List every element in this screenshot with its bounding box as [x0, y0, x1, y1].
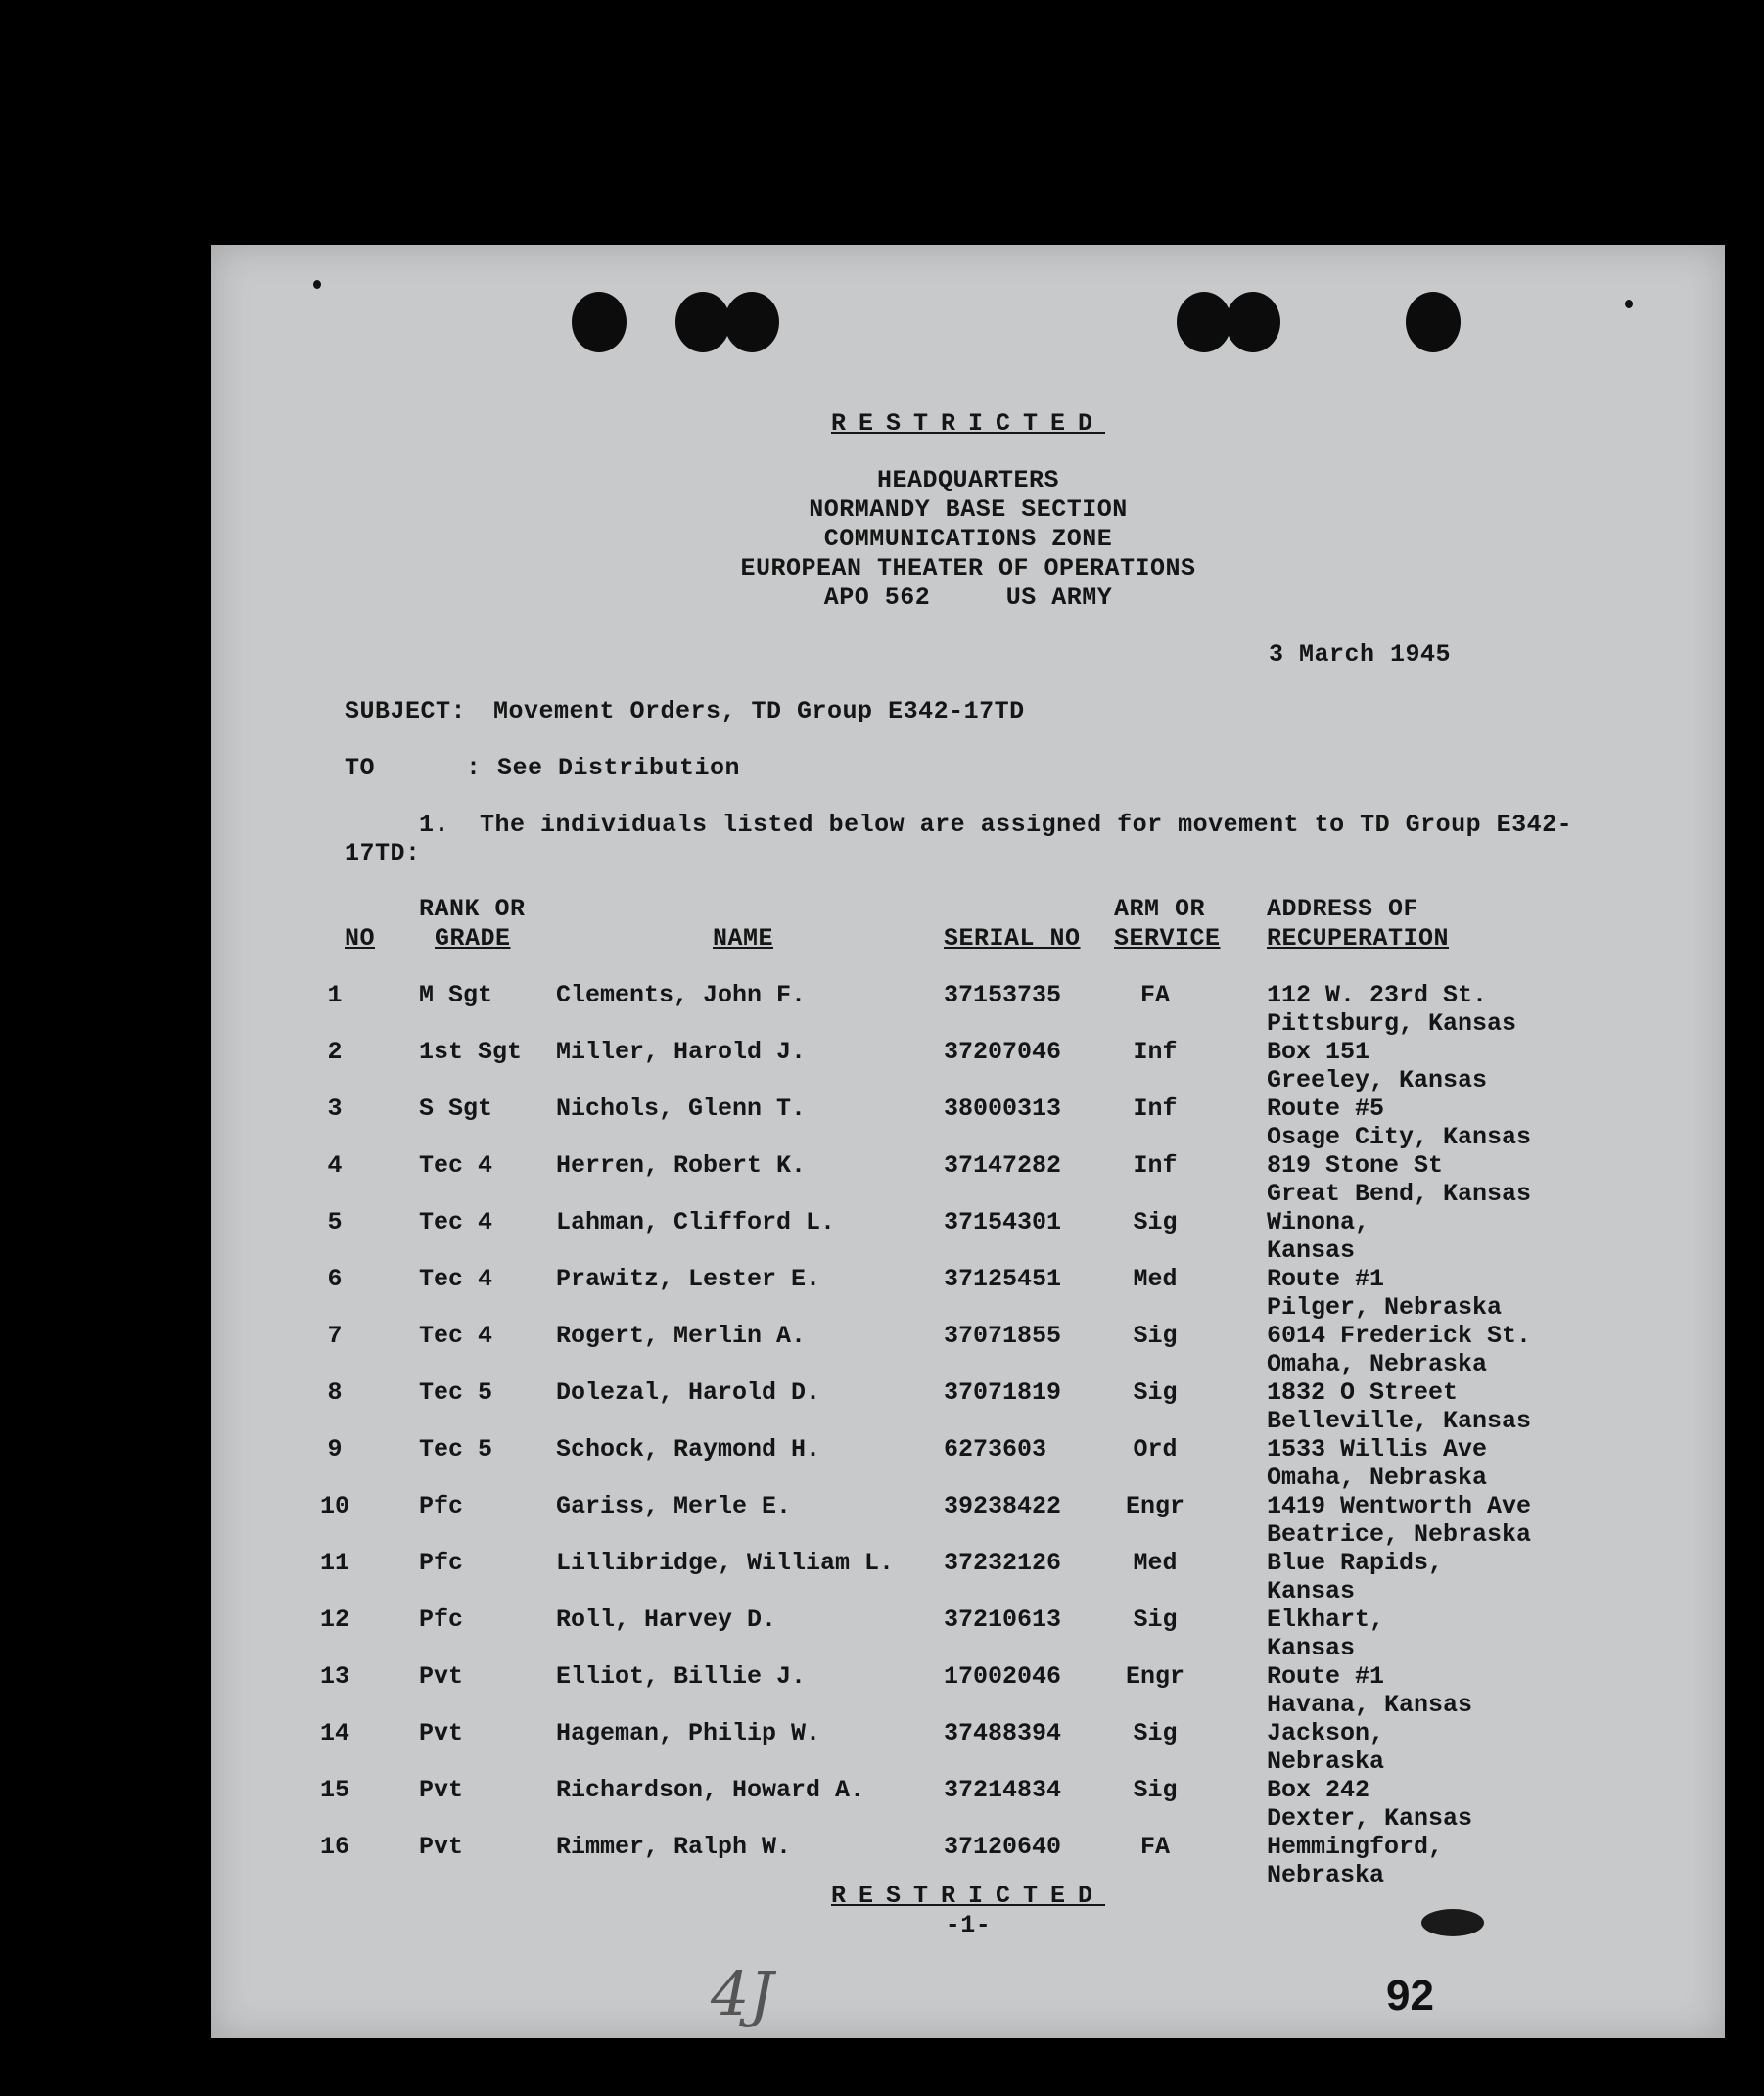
- row-rank: Pfc: [419, 1549, 464, 1577]
- row-rank: Pvt: [419, 1776, 464, 1804]
- row-rank: Pvt: [419, 1662, 464, 1691]
- row-serial: 37125451: [944, 1265, 1062, 1293]
- row-no: 10: [319, 1492, 349, 1520]
- row-serial: 37214834: [944, 1776, 1062, 1804]
- row-addr-line2: Pilger, Nebraska: [1267, 1293, 1503, 1322]
- row-addr-line1: 1419 Wentworth Ave: [1267, 1492, 1532, 1520]
- table-row: [211, 1662, 1725, 1719]
- row-addr-line1: 112 W. 23rd St.: [1267, 981, 1488, 1009]
- row-name: Nichols, Glenn T.: [556, 1095, 807, 1123]
- header-line-1: HEADQUARTERS: [876, 466, 1060, 494]
- row-addr-line2: Omaha, Nebraska: [1267, 1464, 1488, 1492]
- punch-hole-right-1: [1177, 292, 1231, 352]
- table-row: [211, 1378, 1725, 1435]
- row-serial: 37210613: [944, 1606, 1062, 1634]
- row-name: Roll, Harvey D.: [556, 1606, 777, 1634]
- col-rank-line1: RANK OR: [419, 895, 526, 923]
- classification-top: RESTRICTED: [830, 409, 1106, 438]
- row-arm: Engr: [1125, 1492, 1184, 1520]
- row-addr-line2: Omaha, Nebraska: [1267, 1350, 1488, 1378]
- row-arm: Sig: [1133, 1378, 1178, 1407]
- header-line-5: APO 562 US ARMY: [823, 583, 1113, 612]
- row-arm: Sig: [1133, 1719, 1178, 1747]
- row-rank: Tec 4: [419, 1208, 493, 1236]
- to-label: TO :: [345, 754, 482, 782]
- speck: [313, 280, 321, 289]
- row-addr-line1: Route #1: [1267, 1265, 1385, 1293]
- row-addr-line1: Box 242: [1267, 1776, 1370, 1804]
- row-arm: Ord: [1133, 1435, 1178, 1464]
- row-no: 9: [327, 1435, 343, 1464]
- row-no: 8: [327, 1378, 343, 1407]
- classification-bottom: RESTRICTED: [830, 1882, 1106, 1910]
- row-arm: Med: [1133, 1549, 1178, 1577]
- row-rank: Pvt: [419, 1833, 464, 1861]
- col-rank-line2: GRADE: [435, 924, 511, 953]
- to-text: See Distribution: [497, 754, 741, 782]
- row-name: Prawitz, Lester E.: [556, 1265, 821, 1293]
- row-addr-line2: Kansas: [1267, 1236, 1356, 1265]
- header-line-4: EUROPEAN THEATER OF OPERATIONS: [740, 554, 1196, 582]
- row-rank: Tec 4: [419, 1151, 493, 1180]
- row-addr-line2: Dexter, Kansas: [1267, 1804, 1473, 1833]
- table-row: [211, 981, 1725, 1038]
- row-name: Rogert, Merlin A.: [556, 1322, 807, 1350]
- row-addr-line1: 819 Stone St: [1267, 1151, 1444, 1180]
- row-name: Elliot, Billie J.: [556, 1662, 807, 1691]
- row-no: 15: [319, 1776, 349, 1804]
- row-arm: Sig: [1133, 1208, 1178, 1236]
- row-arm: Engr: [1125, 1662, 1184, 1691]
- row-arm: Sig: [1133, 1776, 1178, 1804]
- subject-text: Movement Orders, TD Group E342-17TD: [493, 697, 1025, 725]
- table-row: [211, 1492, 1725, 1549]
- row-addr-line1: Elkhart,: [1267, 1606, 1385, 1634]
- document-page: [211, 245, 1725, 2038]
- row-no: 11: [319, 1549, 349, 1577]
- row-arm: Sig: [1133, 1322, 1178, 1350]
- table-row: [211, 1435, 1725, 1492]
- row-arm: Inf: [1133, 1095, 1178, 1123]
- table-row: [211, 1095, 1725, 1151]
- row-arm: Sig: [1133, 1606, 1178, 1634]
- row-serial: 37120640: [944, 1833, 1062, 1861]
- punch-hole-left-3: [724, 292, 779, 352]
- row-addr-line2: Beatrice, Nebraska: [1267, 1520, 1532, 1549]
- col-arm-line1: ARM OR: [1114, 895, 1206, 923]
- col-addr-line1: ADDRESS OF: [1267, 895, 1419, 923]
- row-rank: Pvt: [419, 1719, 464, 1747]
- row-no: 16: [319, 1833, 349, 1861]
- row-arm: FA: [1139, 1833, 1170, 1861]
- row-name: Rimmer, Ralph W.: [556, 1833, 792, 1861]
- row-no: 7: [327, 1322, 343, 1350]
- row-serial: 17002046: [944, 1662, 1062, 1691]
- row-addr-line1: Winona,: [1267, 1208, 1370, 1236]
- table-row: [211, 1322, 1725, 1378]
- row-no: 14: [319, 1719, 349, 1747]
- row-rank: Tec 4: [419, 1265, 493, 1293]
- row-name: Schock, Raymond H.: [556, 1435, 821, 1464]
- paragraph-line-2: 17TD:: [345, 839, 421, 867]
- row-no: 5: [327, 1208, 343, 1236]
- row-name: Lahman, Clifford L.: [556, 1208, 836, 1236]
- punch-hole-left-2: [675, 292, 730, 352]
- row-serial: 37154301: [944, 1208, 1062, 1236]
- row-addr-line2: Greeley, Kansas: [1267, 1066, 1488, 1095]
- row-rank: S Sgt: [419, 1095, 493, 1123]
- row-serial: 37071855: [944, 1322, 1062, 1350]
- row-serial: 37147282: [944, 1151, 1062, 1180]
- table-row: [211, 1208, 1725, 1265]
- handwritten-mark: 4J: [711, 1958, 774, 2029]
- punch-hole-left-1: [572, 292, 627, 352]
- row-name: Richardson, Howard A.: [556, 1776, 865, 1804]
- document-date: 3 March 1945: [1269, 640, 1452, 669]
- table-row: [211, 1549, 1725, 1606]
- row-no: 1: [327, 981, 343, 1009]
- speck: [1625, 300, 1633, 308]
- row-serial: 37488394: [944, 1719, 1062, 1747]
- stamped-number: 92: [1386, 1972, 1434, 2020]
- row-name: Dolezal, Harold D.: [556, 1378, 821, 1407]
- row-name: Miller, Harold J.: [556, 1038, 807, 1066]
- row-no: 2: [327, 1038, 343, 1066]
- punch-hole-right-2: [1226, 292, 1280, 352]
- row-serial: 38000313: [944, 1095, 1062, 1123]
- header-line-3: COMMUNICATIONS ZONE: [823, 525, 1113, 553]
- row-rank: 1st Sgt: [419, 1038, 523, 1066]
- col-arm-line2: SERVICE: [1114, 924, 1221, 953]
- row-name: Lillibridge, William L.: [556, 1549, 895, 1577]
- row-addr-line1: 6014 Frederick St.: [1267, 1322, 1532, 1350]
- row-name: Clements, John F.: [556, 981, 807, 1009]
- row-addr-line1: Blue Rapids,: [1267, 1549, 1444, 1577]
- row-addr-line2: Havana, Kansas: [1267, 1691, 1473, 1719]
- row-serial: 37207046: [944, 1038, 1062, 1066]
- row-rank: Tec 4: [419, 1322, 493, 1350]
- row-addr-line2: Belleville, Kansas: [1267, 1407, 1532, 1435]
- row-addr-line1: Hemmingford,: [1267, 1833, 1444, 1861]
- table-row: [211, 1151, 1725, 1208]
- row-addr-line2: Kansas: [1267, 1634, 1356, 1662]
- row-addr-line1: 1832 O Street: [1267, 1378, 1459, 1407]
- table-row: [211, 1719, 1725, 1776]
- row-serial: 37153735: [944, 981, 1062, 1009]
- row-no: 6: [327, 1265, 343, 1293]
- row-addr-line1: Route #5: [1267, 1095, 1385, 1123]
- row-serial: 39238422: [944, 1492, 1062, 1520]
- row-addr-line2: Pittsburg, Kansas: [1267, 1009, 1517, 1038]
- row-addr-line1: Route #1: [1267, 1662, 1385, 1691]
- row-serial: 6273603: [944, 1435, 1047, 1464]
- page-number: -1-: [945, 1911, 992, 1939]
- row-no: 13: [319, 1662, 349, 1691]
- row-addr-line2: Osage City, Kansas: [1267, 1123, 1532, 1151]
- table-row: [211, 1038, 1725, 1095]
- row-arm: FA: [1139, 981, 1170, 1009]
- col-addr-line2: RECUPERATION: [1267, 924, 1450, 953]
- row-addr-line1: 1533 Willis Ave: [1267, 1435, 1488, 1464]
- row-addr-line2: Great Bend, Kansas: [1267, 1180, 1532, 1208]
- row-name: Gariss, Merle E.: [556, 1492, 792, 1520]
- row-rank: Pfc: [419, 1492, 464, 1520]
- row-arm: Inf: [1133, 1151, 1178, 1180]
- row-rank: Pfc: [419, 1606, 464, 1634]
- table-row: [211, 1606, 1725, 1662]
- row-rank: M Sgt: [419, 981, 493, 1009]
- row-rank: Tec 5: [419, 1378, 493, 1407]
- row-serial: 37071819: [944, 1378, 1062, 1407]
- row-arm: Inf: [1133, 1038, 1178, 1066]
- header-line-2: NORMANDY BASE SECTION: [809, 495, 1128, 524]
- row-addr-line1: Box 151: [1267, 1038, 1370, 1066]
- row-addr-line2: Kansas: [1267, 1577, 1356, 1606]
- punch-hole-right-3: [1406, 292, 1461, 352]
- row-name: Hageman, Philip W.: [556, 1719, 821, 1747]
- row-addr-line2: Nebraska: [1267, 1861, 1385, 1889]
- subject-label: SUBJECT:: [345, 697, 467, 725]
- row-addr-line2: Nebraska: [1267, 1747, 1385, 1776]
- table-row: [211, 1265, 1725, 1322]
- paragraph-line-1: 1. The individuals listed below are assigned for movement to TD Group E342-: [419, 811, 1573, 839]
- col-serial: SERIAL NO: [944, 924, 1081, 953]
- row-no: 3: [327, 1095, 343, 1123]
- table-row: [211, 1776, 1725, 1833]
- col-no: NO: [345, 924, 376, 953]
- row-name: Herren, Robert K.: [556, 1151, 807, 1180]
- row-rank: Tec 5: [419, 1435, 493, 1464]
- ink-blot: [1421, 1909, 1484, 1936]
- row-serial: 37232126: [944, 1549, 1062, 1577]
- row-no: 12: [319, 1606, 349, 1634]
- row-arm: Med: [1133, 1265, 1178, 1293]
- col-name: NAME: [713, 924, 774, 953]
- row-addr-line1: Jackson,: [1267, 1719, 1385, 1747]
- row-no: 4: [327, 1151, 343, 1180]
